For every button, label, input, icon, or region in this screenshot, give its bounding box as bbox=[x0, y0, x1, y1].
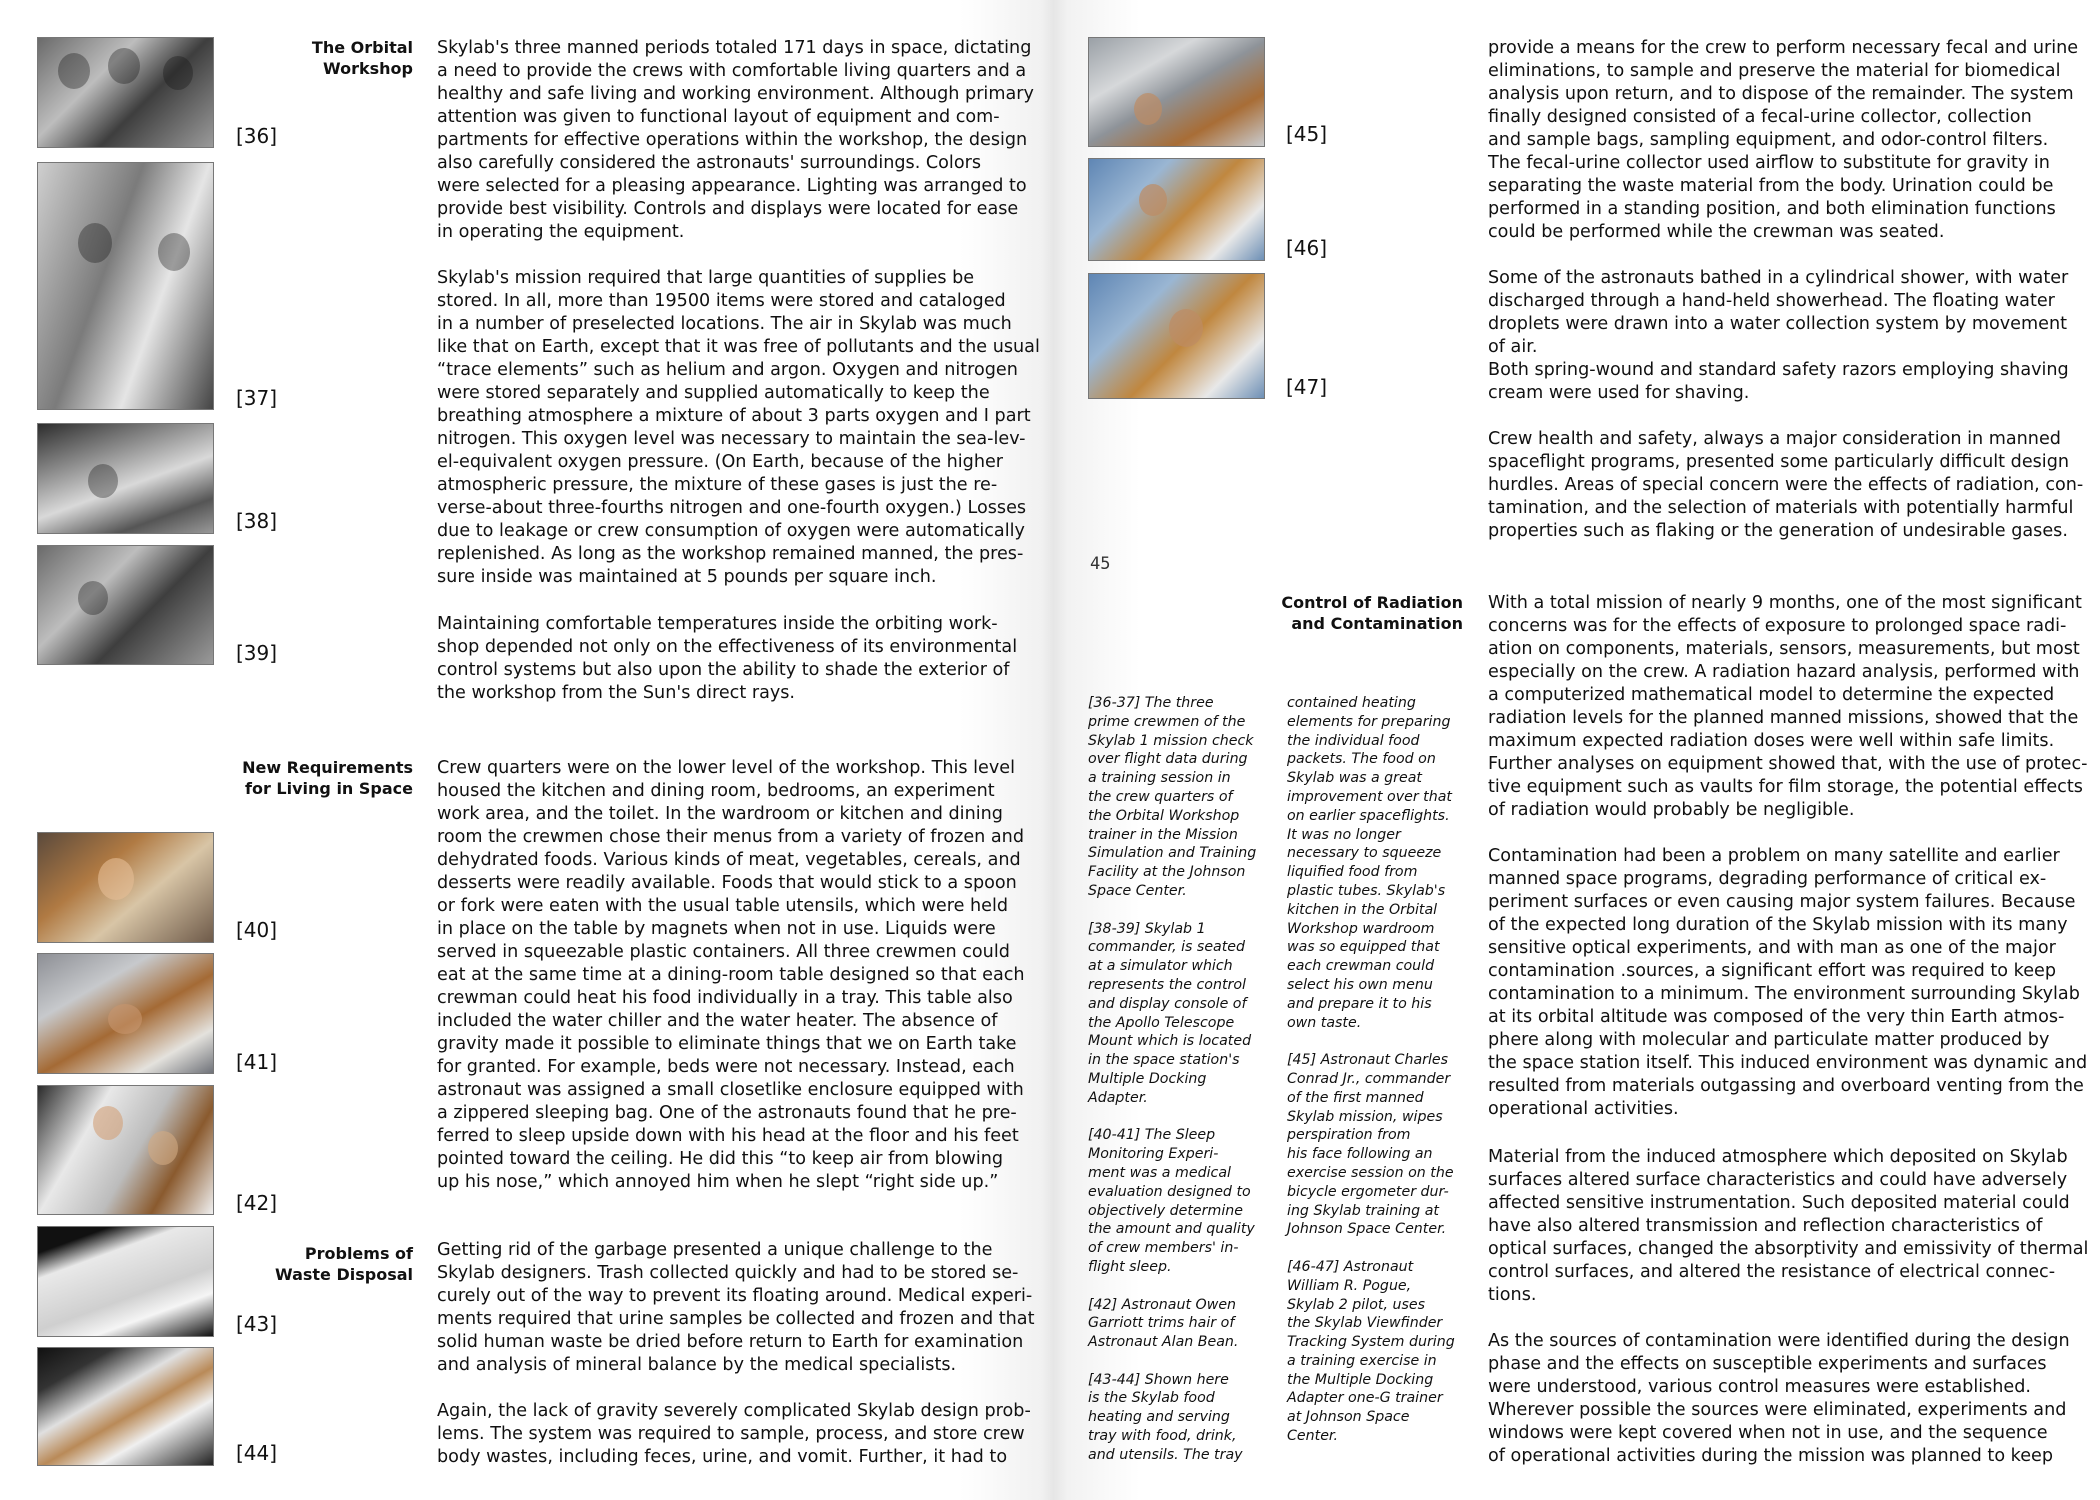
caption-column-1: [36-37] The three prime crewmen of the Skylab 1 mission check over flight data during a training session in the crew quarters of the Orbital Workshop trainer in the Mission Simulation and Training Facility at the Johnson Space Center. [38-39] Skylab 1 commander, is seated at a simulator which represents the control and display console of the Apollo Telescope Mount which is located in the space station's Multiple Docking Adapter. [40-41] The Sleep Monitoring Experi- ment was a medical evaluation designed to objectively determine the amount and quality of crew members' in- flight sleep. [42] Astronaut Owen Garriott trims hair of Astronaut Alan Bean. [43-44] Shown here is the Skylab food heating and serving tray with food, drink, and utensils. The tray bbox=[1088, 695, 1257, 1463]
photo-47 bbox=[1088, 273, 1265, 399]
figure-number-37: [37] bbox=[236, 386, 278, 410]
page-number: 45 bbox=[1090, 554, 1111, 574]
figure-number-42: [42] bbox=[236, 1191, 278, 1215]
body-paragraph: Crew quarters were on the lower level of the workshop. This level housed the kitchen and dining room, bedrooms, an experiment work area, and the toilet. In the wardroom or kitchen and dining room the crewmen chose their menus from a variety of frozen and dehydrated foods. Various kinds of meat, vegetables, cereals, and desserts were readily available. Foods that would stick to a spoon or fork were eaten with the usual table utensils, which were held in place on the table by magnets when not in use. Liquids were served in squeezable plastic containers. All three crewmen could eat at the same time at a dining-room table designed so that each crewman could heat his food individually in a tray. This table also included the water chiller and the water heater. The absence of gravity made it possible to eliminate things that we on Earth take for granted. For example, beds were not necessary. Instead, each astronaut was assigned a small closetlike enclosure equipped with a zippered sleeping bag. One of the astronauts found that he pre- ferred to sleep upside down with his head at the floor and his feet pointed toward the ceiling. He did this “to keep air from blowing up his nose,” which annoyed him when he slept “right side up.” bbox=[437, 758, 1025, 1192]
figure-number-46: [46] bbox=[1286, 236, 1328, 260]
photo-41 bbox=[37, 953, 214, 1074]
section-heading-radiation: Control of Radiation and Contamination bbox=[1281, 593, 1463, 633]
body-paragraph: Material from the induced atmosphere which deposited on Skylab surfaces altered surface characteristics and could have adversely affected sensitive instrumentation. Such deposited material could have also altered transmission and reflection characteristics of optical surfaces, changed the absorptivity and emissivity of thermal control surfaces, and altered the resistance of electrical connec- tions. bbox=[1488, 1147, 2089, 1305]
body-paragraph: Getting rid of the garbage presented a unique challenge to the Skylab designers. Trash collected quickly and had to be stored se- curely out of the way to prevent its floating around. Medical experi- ments required that urine samples be collected and frozen and that solid human waste be dried before return to Earth for examination and analysis of mineral balance by the medical specialists. bbox=[437, 1240, 1035, 1375]
body-paragraph: Some of the astronauts bathed in a cylindrical shower, with water discharged through a hand-held showerhead. The floating water droplets were drawn into a water collection system by movement of air. Both spring-wound and standard safety razors employing shaving cream were used for shaving. bbox=[1488, 268, 2069, 403]
photo-44 bbox=[37, 1347, 214, 1466]
body-paragraph: As the sources of contamination were identified during the design phase and the effects on susceptible experiments and surfaces were understood, various control measures were established. Wherever possible the sources were eliminated, experiments and windows were kept covered when not in use, and the sequence of operational activities during the mission was planned to keep bbox=[1488, 1331, 2070, 1466]
section-heading-waste-disposal: Problems of Waste Disposal bbox=[274, 1244, 413, 1284]
body-paragraph: With a total mission of nearly 9 months, one of the most significant concerns was for the effects of exposure to prolonged space radi- ation on components, materials, sensors, measurements, but most especially on the crew. A radiation hazard analysis, performed with a computerized mathematical model to determine the expected radiation levels for the planned manned missions, showed that the maximum expected radiation doses were well within safe limits. Further analyses on equipment showed that, with the use of protec- tive equipment such as vaults for film storage, the potential effects of radiation would probably be negligible. bbox=[1488, 593, 2088, 820]
photo-45 bbox=[1088, 37, 1265, 147]
figure-number-44: [44] bbox=[236, 1441, 278, 1465]
body-paragraph: Again, the lack of gravity severely complicated Skylab design prob- lems. The system was required to sample, process, and store crew body wastes, including feces, urine, and vomit. Further, it had to bbox=[437, 1401, 1031, 1467]
photo-38 bbox=[37, 423, 214, 534]
figure-number-45: [45] bbox=[1286, 122, 1328, 146]
figure-number-41: [41] bbox=[236, 1050, 278, 1074]
photo-37 bbox=[37, 162, 214, 410]
photo-46 bbox=[1088, 158, 1265, 261]
photo-43 bbox=[37, 1226, 214, 1337]
body-paragraph: Skylab's three manned periods totaled 171 days in space, dictating a need to provide the crews with comfortable living quarters and a healthy and safe living and working environment. Although primary attention was given to functional layout of equipment and com- partments for effective operations within the workshop, the design also carefully considered the astronauts' surroundings. Colors were selected for a pleasing appearance. Lighting was arranged to provide best visibility. Controls and displays were located for ease in operating the equipment. bbox=[437, 38, 1034, 242]
body-paragraph: Skylab's mission required that large quantities of supplies be stored. In all, more than 19500 items were stored and cataloged in a number of preselected locations. The air in Skylab was much like that on Earth, except that it was free of pollutants and the usual “trace elements” such as helium and argon. Oxygen and nitrogen were stored separately and supplied automatically to keep the breathing atmosphere a mixture of about 3 parts oxygen and I part nitrogen. This oxygen level was necessary to maintain the sea-lev- el-equivalent oxygen pressure. (On Earth, because of the higher atmospheric pressure, the mixture of these gases is just the re- verse-about three-fourths nitrogen and one-fourth oxygen.) Losses due to leakage or crew consumption of oxygen were automatically replenished. As long as the workshop remained manned, the pres- sure inside was maintained at 5 pounds per square inch. bbox=[437, 268, 1040, 587]
body-paragraph: provide a means for the crew to perform necessary fecal and urine eliminations, to sample and preserve the material for biomedical analysis upon return, and to dispose of the remainder. The system finally designed consisted of a fecal-urine collector, collection and sample bags, sampling equipment, and odor-control filters. The fecal-urine collector used airflow to substitute for gravity in separating the waste material from the body. Urination could be performed in a standing position, and both elimination functions could be performed while the crewman was seated. bbox=[1488, 38, 2079, 242]
photo-42 bbox=[37, 1085, 214, 1215]
figure-number-36: [36] bbox=[236, 124, 278, 148]
figure-number-39: [39] bbox=[236, 641, 278, 665]
section-heading-new-requirements: New Requirements for Living in Space bbox=[242, 758, 413, 798]
caption-column-2: contained heating elements for preparing the individual food packets. The food on Skylab was a great improvement over that on earlier spaceflights. It was no longer necessary to squeeze liquified food from plastic tubes. Skylab's kitchen in the Orbital Workshop wardroom was so equipped that each crewman could select his own menu and prepare it to his own taste. [45] Astronaut Charles Conrad Jr., commander of the first manned Skylab mission, wipes perspiration from his face following an exercise session on the bicycle ergometer dur- ing Skylab training at Johnson Space Center. [46-47] Astronaut William R. Pogue, Skylab 2 pilot, uses the Skylab Viewfinder Tracking System during a training exercise in the Multiple Docking Adapter one-G trainer at Johnson Space Center. bbox=[1287, 695, 1455, 1445]
figure-number-40: [40] bbox=[236, 918, 278, 942]
section-heading-orbital-workshop: The Orbital Workshop bbox=[311, 38, 413, 78]
figure-number-47: [47] bbox=[1286, 375, 1328, 399]
figure-number-38: [38] bbox=[236, 509, 278, 533]
body-paragraph: Crew health and safety, always a major consideration in manned spaceflight programs, presented some particularly difficult design hurdles. Areas of special concern were the effects of radiation, con- tamination, and the selection of materials with potentially harmful properties such as flaking or the generation of undesirable gases. bbox=[1488, 429, 2084, 541]
photo-40 bbox=[37, 832, 214, 943]
photo-39 bbox=[37, 545, 214, 665]
body-paragraph: Contamination had been a problem on many satellite and earlier manned space programs, degrading performance of critical ex- periment surfaces or even causing major system failures. Because of the expected long duration of the Skylab mission with its many sensitive optical experiments, and with man as one of the major contamination .sources, a significant effort was required to keep contamination to a minimum. The environment surrounding Skylab at its orbital altitude was composed of the very thin Earth atmos- phere along with molecular and particulate matter produced by the space station itself. This induced environment was dynamic and resulted from materials outgassing and overboard venting from the operational activities. bbox=[1488, 846, 2088, 1119]
photo-36 bbox=[37, 37, 214, 148]
body-paragraph: Maintaining comfortable temperatures inside the orbiting work- shop depended not only on the effectiveness of its environmental control systems but also upon the ability to shade the exterior of the workshop from the Sun's direct rays. bbox=[437, 614, 1018, 703]
figure-number-43: [43] bbox=[236, 1312, 278, 1336]
